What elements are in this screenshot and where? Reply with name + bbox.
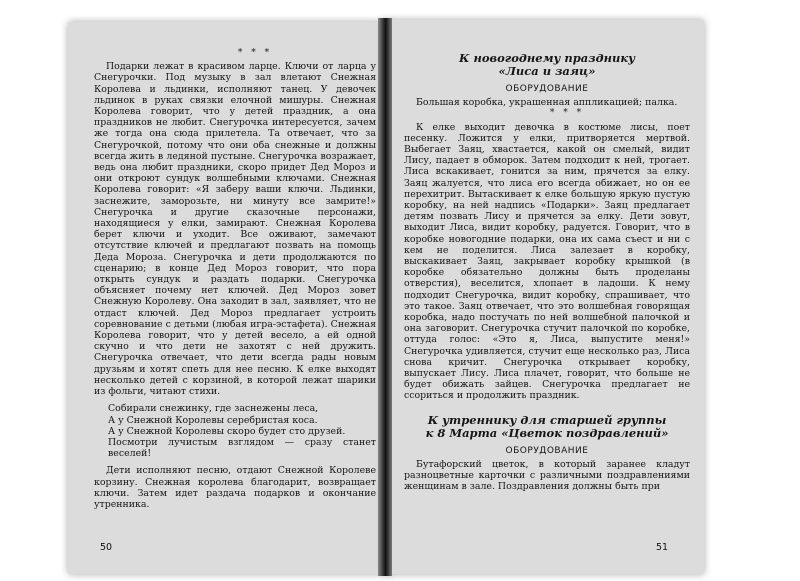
paragraph: Дети исполняют песню, отдают Снежной Королеве корзину. Снежная королева благодарит, возвращает ключи. Затем идет раздача подарков и окончание утренника. [94, 465, 376, 510]
section-heading: к 8 Марта «Цветок поздравлений» [425, 425, 669, 440]
section-heading: «Лиса и заяц» [498, 64, 596, 78]
page-number-right: 51 [656, 542, 669, 553]
paragraph: Бутафорский цветок, в который заранее кладут разноцветные карточки с различными поздравлениями женщинам в зале. Поздравления должны быть при [404, 458, 690, 493]
paragraph: К елке выходит девочка в костюме лисы, поет песенку. Ложится у елки, притворяется мертвой. Выбегает Заяц, хвастается, какой он смелый, видит Лису, падает в обморок. Затем подходит к ней, трогает. Лиса вскакивает, гонится за ним, прячется за елку. Заяц жалуется, что лиса его всегда обижает, но он ее перехитрит. Вытаскивает к елке большую яркую пустую коробку, на ней надпись «Подарки». Заяц предлагает детям позвать Лису и прячется за елку. Дети зовут, выходит Лиса, видит коробку, радуется. Говорит, что в коробке новогодние подарки, она их сама съест и ни с кем не поделится. Лиса залезает в коробку, выскакивает Заяц, закрывает коробку крышкой (в коробке обязательно должны быть проделаны отверстия), веселится, хлопает в ладоши. К нему подходит Снегурочка, видит коробку, спрашивает, что это такое. Заяц отвечает, что это волшебная говорящая коробка, надо постучать по ней волшебной палочкой и она заговорит. Снегурочка стучит палочкой по коробке, оттуда голос: «Это я, Лиса, выпустите меня!» Снегурочка удивляется, стучит еще несколько раз, Лиса снова кричит. Снегурочка открывает коробку, выпускает Лису. Лиса плачет, говорит, что больше не будет обижать зайцев. Снегурочка предлагает не ссориться и продолжить праздник. [404, 121, 690, 402]
equipment-label: ОБОРУДОВАНИЕ [505, 445, 589, 456]
verse-line: Посмотри лучистым взглядом — сразу станет веселей! [108, 436, 376, 460]
verse-line: А у Снежной Королевы серебристая коса. [108, 414, 318, 426]
section-divider-stars: * * * [237, 48, 273, 58]
page-number-left: 50 [100, 542, 113, 553]
equipment-text: Большая коробка, украшенная аппликацией; палка. [416, 97, 678, 109]
section-heading: К новогоднему празднику [459, 51, 635, 65]
section-divider-stars: * * * [549, 108, 585, 119]
left-page-text [94, 48, 376, 510]
book-spine [378, 18, 392, 576]
verse-line: Собирали снежинку, где заснежены леса, [108, 403, 319, 415]
section-heading: К утреннику для старшей группы [427, 412, 667, 427]
verse-line: А у Снежной Королевы скоро будет сто друзей. [108, 425, 346, 437]
right-page-text [404, 52, 690, 493]
equipment-label: ОБОРУДОВАНИЕ [505, 84, 589, 94]
paragraph: Подарки лежат в красивом ларце. Ключи от ларца у Снегурочки. Под музыку в зал влетают Снежная Королева и льдинки, исполняют танец. У девочек льдинок в руках связки елочной мишуры. Снежная Королева говорит, что у детей праздник, а она праздников не любит. Снегурочка интересуется, зачем же тогда она сюда прилетела. Та отвечает, что за Снегурочкой, потому что они оба снежные и должны всегда жить в ледяной пустыне. Снегурочка возражает, ведь она любит праздники, скоро придет Дед Мороз и они откроют сундук волшебными ключами. Снежная Королева говорит: «Я заберу ваши ключи. Льдинки, заснежите, заморозьте, ни минуту все замрите!» Снегурочка и другие сказочные персонажи, находящиеся у елки, замирают. Снежная Королева берет ключи и уходит. Все оживают, замечают отсутствие ключей и предлагают позвать на помощь Деда Мороза. Снегурочка и дети продолжаются по сценарию; в конце Дед Мороз говорит, что пора открыть сундук и раздать подарки. Снегурочка объясняет почему нет ключей. Дед Мороз зовет Снежную Королеву. Она заходит в зал, заявляет, что не отдаст ключей. Дед Мороз предлагает устроить соревнование с детьми (любая игра-эстафета). Снежная Королева говорит, что у детей весело, а ей одной скучно и что дети не захотят с ней дружить. Снегурочка отвечает, что дети всегда рады новым друзьям и хотят спеть для нее песню. К елке выходят несколько детей с корзиной, в которой лежат шарики из фольги, читают стихи. [94, 61, 376, 398]
poem-verse [108, 403, 376, 459]
left-page [68, 22, 390, 574]
right-page [384, 20, 704, 574]
